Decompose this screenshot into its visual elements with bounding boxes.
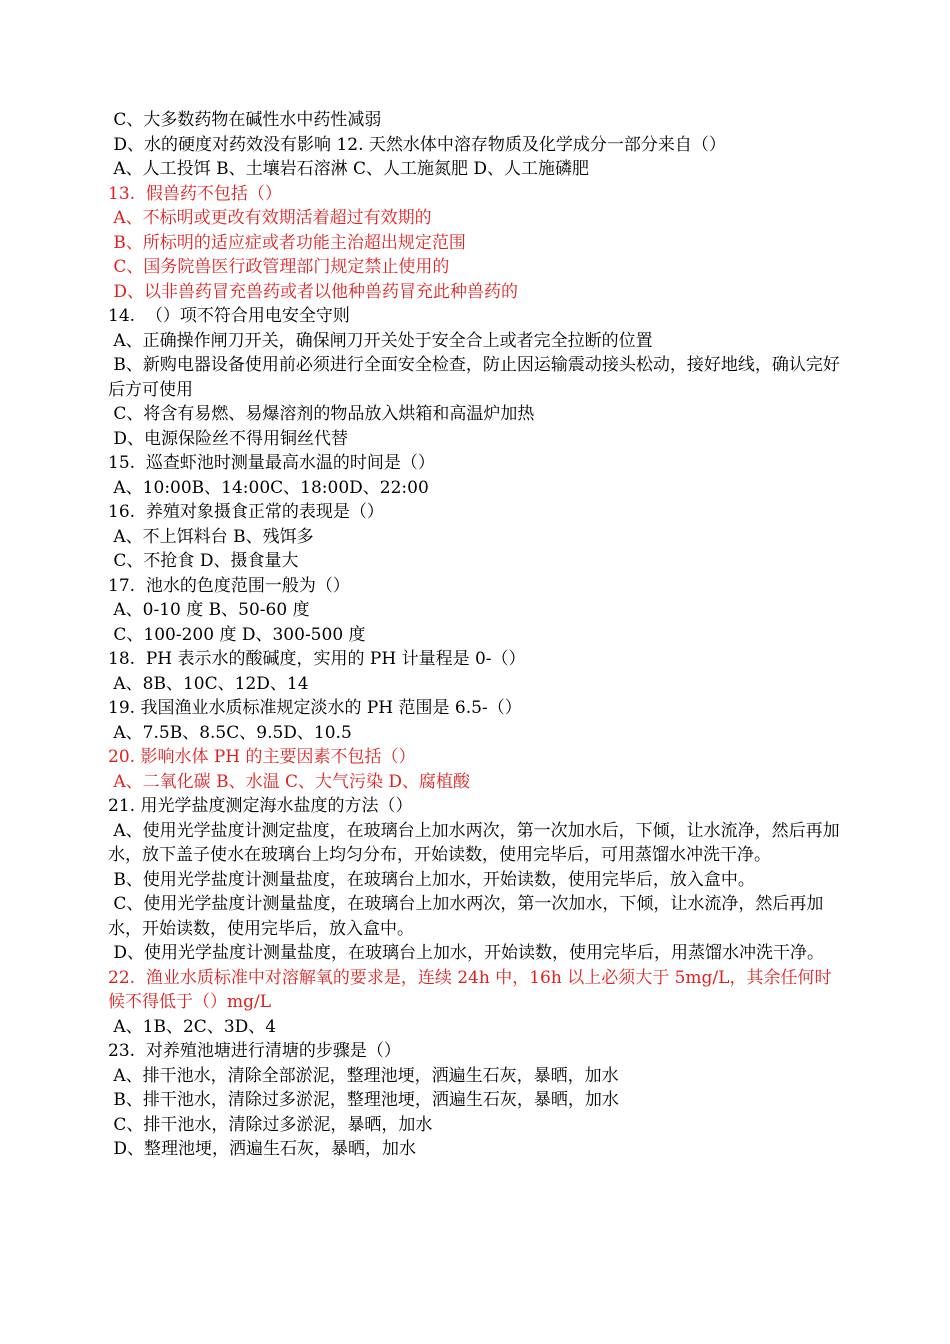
text-line: C、100-200 度 D、300-500 度 <box>108 624 366 645</box>
text-line: D、整理池埂，洒遍生石灰，暴晒，加水 <box>108 1139 417 1159</box>
text-line: C、大多数药物在碱性水中药性减弱 <box>108 110 382 130</box>
text-line: D、电源保险丝不得用铜丝代替 <box>108 428 349 449</box>
text-line: A、8B、10C、12D、14 <box>108 673 309 694</box>
text-line: C、国务院兽医行政管理部门规定禁止使用的 <box>108 257 450 277</box>
text-line: A、不标明或更改有效期活着超过有效期的 <box>108 208 432 228</box>
text-line: B、使用光学盐度计测量盐度，在玻璃台上加水，开始读数，使用完毕后，放入盒中。 <box>108 869 755 890</box>
text-line: A、人工投饵 B、土壤岩石溶淋 C、人工施氮肥 D、人工施磷肥 <box>108 159 590 179</box>
text-line: B、所标明的适应症或者功能主治超出规定范围 <box>108 232 466 253</box>
text-line: 18. PH 表示水的酸碱度，实用的 PH 计量程是 0-（） <box>108 649 526 669</box>
text-line: 17. 池水的色度范围一般为（） <box>108 575 350 596</box>
document-body <box>108 108 848 1162</box>
text-line: A、不上饵料台 B、残饵多 <box>108 526 314 547</box>
text-line: A、二氧化碳 B、水温 C、大气污染 D、腐植酸 <box>108 771 471 792</box>
text-line: C、排干池水，清除过多淤泥，暴晒，加水 <box>108 1114 433 1135</box>
text-line: 16. 养殖对象摄食正常的表现是（） <box>108 502 384 522</box>
text-line: A、10:00B、14:00C、18:00D、22:00 <box>108 477 429 498</box>
text-line: 22. 渔业水质标准中对溶解氧的要求是，连续 24h 中，16h 以上必须大于 5mg/L，其余任何时候不得低于（）mg/L <box>108 967 832 1012</box>
text-line: D、以非兽药冒充兽药或者以他种兽药冒充此种兽药的 <box>108 281 519 302</box>
text-line: A、排干池水，清除全部淤泥，整理池埂，洒遍生石灰，暴晒，加水 <box>108 1065 619 1086</box>
text-line: 21. 用光学盐度测定海水盐度的方法（） <box>108 796 413 816</box>
text-line: 20. 影响水体 PH 的主要因素不包括（） <box>108 747 416 767</box>
text-line: A、0-10 度 B、50-60 度 <box>108 600 310 620</box>
text-line: A、使用光学盐度计测定盐度，在玻璃台上加水两次，第一次加水后，下倾，让水流净，然后再加水，放下盖子使水在玻璃台上均匀分布，开始读数，使用完毕后，可用蒸馏水冲洗干净。 <box>108 820 840 865</box>
text-line: D、水的硬度对药效没有影响 12. 天然水体中溶存物质及化学成分一部分来自（） <box>108 134 726 155</box>
text-line: C、将含有易燃、易爆溶剂的物品放入烘箱和高温炉加热 <box>108 404 535 424</box>
text-line: D、使用光学盐度计测量盐度，在玻璃台上加水，开始读数，使用完毕后，用蒸馏水冲洗干净。 <box>108 943 825 963</box>
text-line: A、7.5B、8.5C、9.5D、10.5 <box>108 722 352 743</box>
text-line: 14. （）项不符合用电安全守则 <box>108 306 350 326</box>
text-line: B、新购电器设备使用前必须进行全面安全检查，防止因运输震动接头松动，接好地线，确认完好后方可使用 <box>108 355 840 400</box>
text-line: C、不抢食 D、摄食量大 <box>108 551 299 571</box>
text-line: A、正确操作闸刀开关，确保闸刀开关处于安全合上或者完全拉断的位置 <box>108 330 653 351</box>
text-line: B、排干池水，清除过多淤泥，整理池埂，洒遍生石灰，暴晒，加水 <box>108 1090 619 1110</box>
text-line: 15. 巡查虾池时测量最高水温的时间是（） <box>108 453 435 473</box>
text-line: C、使用光学盐度计测量盐度，在玻璃台上加水两次，第一次加水，下倾，让水流净，然后再加水，开始读数，使用完毕后，放入盒中。 <box>108 894 824 939</box>
text-line: 23. 对养殖池塘进行清塘的步骤是（） <box>108 1041 401 1061</box>
text-line: 19. 我国渔业水质标准规定淡水的 PH 范围是 6.5-（） <box>108 698 522 718</box>
text-line: A、1B、2C、3D、4 <box>108 1016 277 1037</box>
text-line: 13. 假兽药不包括（） <box>108 183 282 204</box>
